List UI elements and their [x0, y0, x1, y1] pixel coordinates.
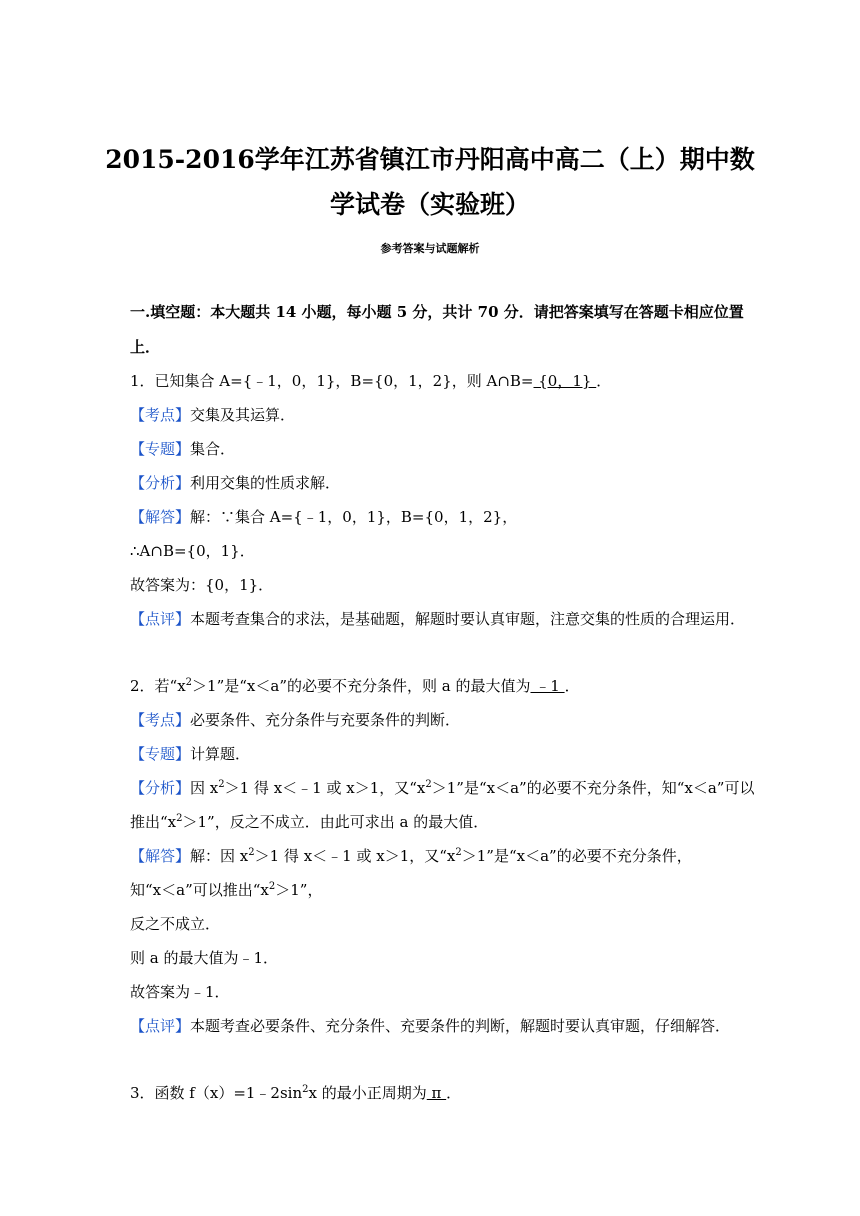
q2-jieda-sup1: 2: [248, 847, 255, 858]
q1-zhuanti-text: 集合．: [190, 440, 236, 458]
q3-stem-sup: 2: [302, 1084, 309, 1095]
q1-dianping: [130, 609, 746, 629]
tag-zhuanti: 【专题】: [130, 440, 191, 458]
q2-fenxi-sup1: 2: [218, 779, 225, 790]
tag-dianping: 【点评】: [130, 610, 191, 628]
q2-line2-sup: 2: [268, 881, 276, 892]
q1-stem-text: 1．已知集合 A={﹣1，0，1}，B={0，1，2}，则 A∩B=: [130, 372, 534, 390]
q2-jieda-sup2: 2: [455, 847, 462, 858]
q2-fenxi-line2: [130, 812, 735, 832]
q1-kaodian: [130, 405, 735, 425]
tag-jieda: 【解答】: [130, 847, 191, 865]
q2-kaodian: [130, 710, 735, 730]
section-heading-line1: 一.填空题：本大题共 14 小题，每小题 5 分，共计 70 分．请把答案填写在答题卡相应位置: [130, 303, 744, 321]
tag-zhuanti: 【专题】: [130, 745, 191, 763]
q1-zhuanti: [130, 439, 735, 459]
q1-solution-line2: ∴A∩B={0，1}．: [130, 542, 255, 560]
q2-fenxi: [130, 778, 755, 798]
q2-solution-line2: [130, 880, 735, 900]
tag-kaodian: 【考点】: [130, 406, 191, 424]
q2-dianping-text: 本题考查必要条件、充分条件、充要条件的判断，解题时要认真审题，仔细解答．: [190, 1017, 731, 1035]
q2-solution-line4: 则 a 的最大值为﹣1．: [130, 949, 279, 967]
q2-line2-b: ＞1”，: [275, 881, 323, 899]
q1-stem: [130, 371, 735, 391]
q2-stem-b: ＞1”是“x＜a”的必要不充分条件，则 a 的最大值为: [192, 677, 531, 695]
q2-stem-sup: 2: [185, 677, 193, 688]
q1-dianping-text: 本题考查集合的求法，是基础题，解题时要认真审题，注意交集的性质的合理运用．: [190, 610, 746, 628]
q2-fenxi-b: ＞1 得 x＜﹣1 或 x＞1，又“x: [224, 779, 426, 797]
q2-jieda-b: ＞1 得 x＜﹣1 或 x＞1，又“x: [254, 847, 456, 865]
q2-fenxi2-b: ＞1”，反之不成立．由此可求出 a 的最大值．: [182, 813, 489, 831]
doc-title-line1: 2015-2016学年江苏省镇江市丹阳高中高二（上）期中数: [105, 145, 755, 174]
q1-solution-line3: 故答案为：{0，1}．: [130, 576, 274, 594]
tag-fenxi: 【分析】: [130, 474, 191, 492]
q2-zhuanti-text: 计算题．: [190, 745, 251, 763]
tag-dianping: 【点评】: [130, 1017, 191, 1035]
tag-kaodian: 【考点】: [130, 711, 191, 729]
q2-zhuanti: [130, 744, 735, 764]
q1-answer: {0，1}: [533, 372, 597, 390]
q2-fenxi-c: ＞1”是“x＜a”的必要不充分条件，知“x＜a”可以: [431, 779, 755, 797]
q2-stem-suffix: ．: [564, 677, 580, 695]
q2-kaodian-text: 必要条件、充分条件与充要条件的判断．: [190, 711, 461, 729]
tag-fenxi: 【分析】: [130, 779, 191, 797]
q3-stem-a: 3．函数 f（x）=1﹣2sin: [130, 1084, 303, 1102]
q2-dianping: [130, 1016, 735, 1036]
q2-solution-line3: 反之不成立．: [130, 915, 221, 933]
q2-stem-a: 2．若“x: [130, 677, 186, 695]
q2-stem: [130, 676, 735, 696]
q2-fenxi-sup2: 2: [425, 779, 432, 790]
q2-fenxi2-a: 推出“x: [130, 813, 177, 831]
section-heading-line2: 上．: [130, 338, 161, 356]
q2-jieda: [130, 846, 735, 866]
q2-line2-a: 知“x＜a”可以推出“x: [130, 881, 269, 899]
q3-stem: [130, 1083, 735, 1103]
q2-fenxi2-sup: 2: [176, 813, 183, 824]
q1-fenxi-text: 利用交集的性质求解．: [190, 474, 341, 492]
q2-jieda-a: 解：因 x: [190, 847, 249, 865]
q1-kaodian-text: 交集及其运算．: [190, 406, 296, 424]
q3-answer: π: [426, 1084, 447, 1102]
q1-stem-suffix: ．: [596, 372, 612, 390]
doc-subtitle: 参考答案与试题解析: [380, 242, 480, 255]
tag-jieda: 【解答】: [130, 508, 191, 526]
q1-fenxi: [130, 473, 735, 493]
q2-answer: ﹣1: [530, 677, 565, 695]
doc-title-line2: 学试卷（实验班）: [329, 190, 530, 219]
q2-jieda-c: ＞1”是“x＜a”的必要不充分条件，: [461, 847, 692, 865]
q1-jieda: [130, 507, 735, 527]
q2-fenxi-a: 因 x: [190, 779, 219, 797]
q1-jieda-text: 解：∵集合 A={﹣1，0，1}，B={0，1，2}，: [190, 508, 518, 526]
q3-stem-suffix: ．: [446, 1084, 462, 1102]
q2-solution-line5: 故答案为﹣1．: [130, 983, 230, 1001]
q3-stem-b: x 的最小正周期为: [308, 1084, 427, 1102]
